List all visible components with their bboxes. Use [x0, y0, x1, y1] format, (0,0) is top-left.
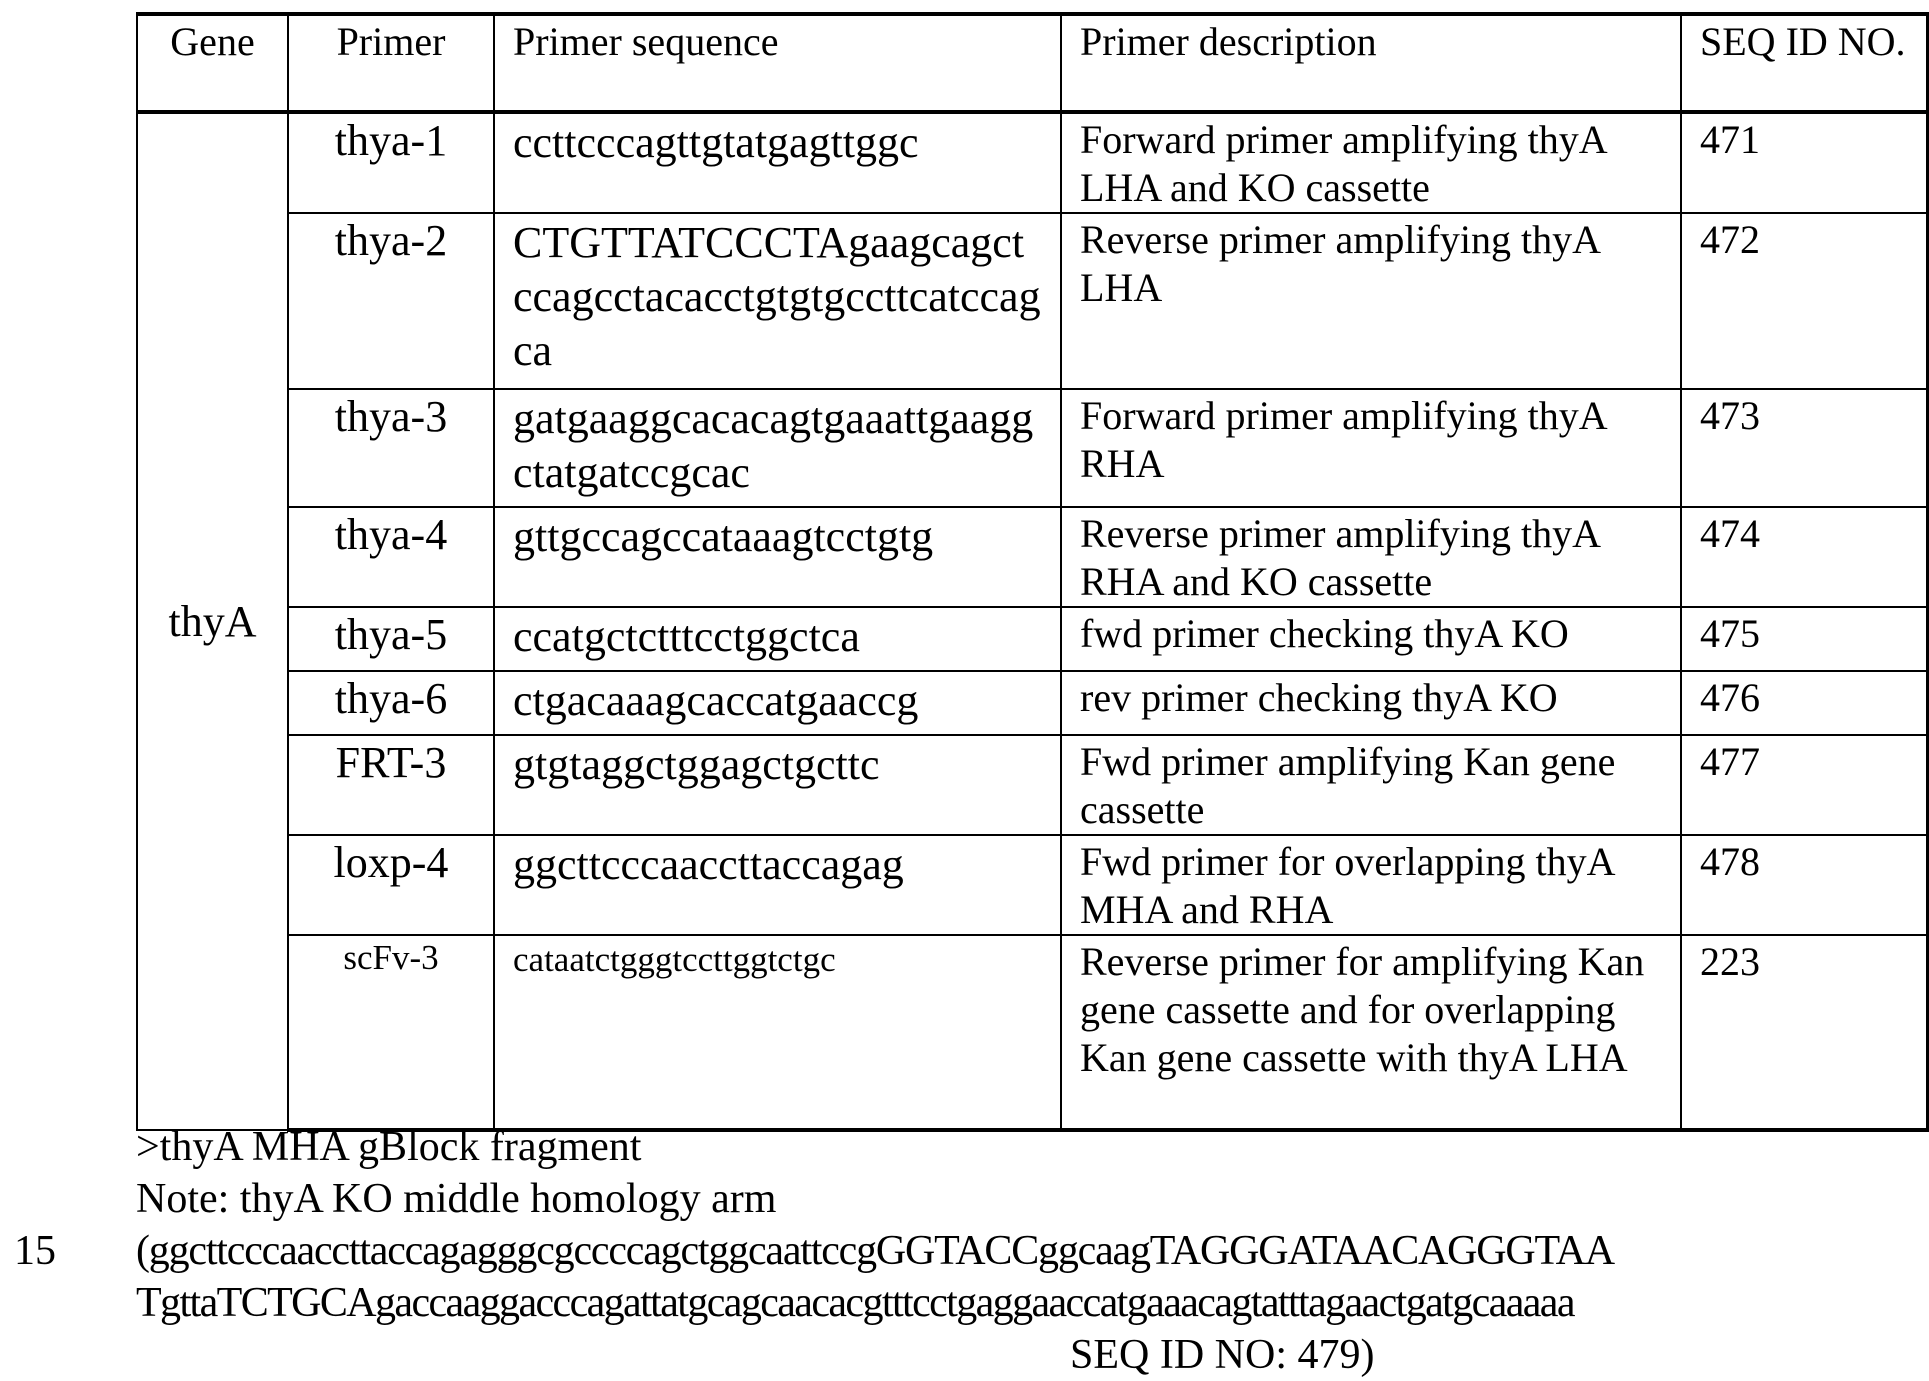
primer-sequence: gttgccagccataaagtcctgtg: [494, 507, 1061, 607]
header-seq-id: SEQ ID NO.: [1681, 14, 1927, 112]
primer-description: rev primer checking thyA KO: [1061, 671, 1681, 735]
primer-name: scFv-3: [288, 935, 494, 1130]
primer-sequence: gtgtaggctggagctgcttc: [494, 735, 1061, 835]
header-gene: Gene: [137, 14, 288, 112]
primer-description: Fwd primer for overlapping thyA MHA and RHA: [1061, 835, 1681, 935]
table-row: [137, 607, 1927, 671]
primer-sequence: cataatctgggtccttggtctgc: [494, 935, 1061, 1130]
seq-id: 476: [1681, 671, 1927, 735]
table-row: [137, 112, 1927, 213]
primer-name: thya-5: [288, 607, 494, 671]
primer-name: FRT-3: [288, 735, 494, 835]
primer-sequence: ccatgctctttcctggctca: [494, 607, 1061, 671]
primer-description: fwd primer checking thyA KO: [1061, 607, 1681, 671]
seq-id: 477: [1681, 735, 1927, 835]
primer-description: Forward primer amplifying thyA LHA and KO cassette: [1061, 112, 1681, 213]
gene-cell: thyA: [137, 112, 288, 1130]
primer-table: [136, 12, 1929, 1132]
table-row: [137, 935, 1927, 1130]
table-row: [137, 507, 1927, 607]
seq-id: 474: [1681, 507, 1927, 607]
table-row: [137, 389, 1927, 507]
table-header-row: [137, 14, 1927, 112]
primer-sequence: ggcttcccaaccttaccagag: [494, 835, 1061, 935]
seq-id: 472: [1681, 213, 1927, 389]
primer-name: loxp-4: [288, 835, 494, 935]
primer-name: thya-6: [288, 671, 494, 735]
primer-description: Reverse primer amplifying thyA RHA and KO cassette: [1061, 507, 1681, 607]
primer-sequence: ccttcccagttgtatgagttggc: [494, 112, 1061, 213]
primer-description: Reverse primer amplifying thyA LHA: [1061, 213, 1681, 389]
primer-name: thya-2: [288, 213, 494, 389]
sequence-line-2: TgttaTCTGCAgaccaaggacccagattatgcagcaacacgtttcctgaggaaccatgaaacagtatttagaactgatgcaaaaa: [136, 1277, 1574, 1329]
primer-sequence: gatgaaggcacacagtgaaattgaaggctatgatccgcac: [494, 389, 1061, 507]
primer-description: Fwd primer amplifying Kan gene cassette: [1061, 735, 1681, 835]
primer-name: thya-1: [288, 112, 494, 213]
table-row: [137, 735, 1927, 835]
table-row: [137, 213, 1927, 389]
seq-id: 223: [1681, 935, 1927, 1130]
seq-id: 475: [1681, 607, 1927, 671]
header-primer: Primer: [288, 14, 494, 112]
gblock-heading: >thyA MHA gBlock fragment: [136, 1121, 641, 1173]
primer-name: thya-3: [288, 389, 494, 507]
primer-description: Reverse primer for amplifying Kan gene cassette and for overlapping Kan gene cassette with thyA LHA: [1061, 935, 1681, 1130]
primer-sequence: ctgacaaagcaccatgaaccg: [494, 671, 1061, 735]
header-description: Primer description: [1061, 14, 1681, 112]
note-text: Note: thyA KO middle homology arm: [136, 1173, 776, 1225]
line-number: 15: [14, 1225, 56, 1277]
seq-id: 471: [1681, 112, 1927, 213]
sequence-line-1: (ggcttcccaaccttaccagagggcgccccagctggcaattccgGGTACCggcaagTAGGGATAACAGGGTAA: [136, 1225, 1614, 1277]
seq-id: 478: [1681, 835, 1927, 935]
primer-name: thya-4: [288, 507, 494, 607]
table-row: [137, 835, 1927, 935]
primer-description: Forward primer amplifying thyA RHA: [1061, 389, 1681, 507]
table-row: [137, 671, 1927, 735]
primer-sequence: CTGTTATCCCTAgaagcagctccagcctacacctgtgtgccttcatccagca: [494, 213, 1061, 389]
header-sequence: Primer sequence: [494, 14, 1061, 112]
seq-id: 473: [1681, 389, 1927, 507]
sequence-line-3-partial: SEQ ID NO: 479): [1070, 1329, 1374, 1381]
